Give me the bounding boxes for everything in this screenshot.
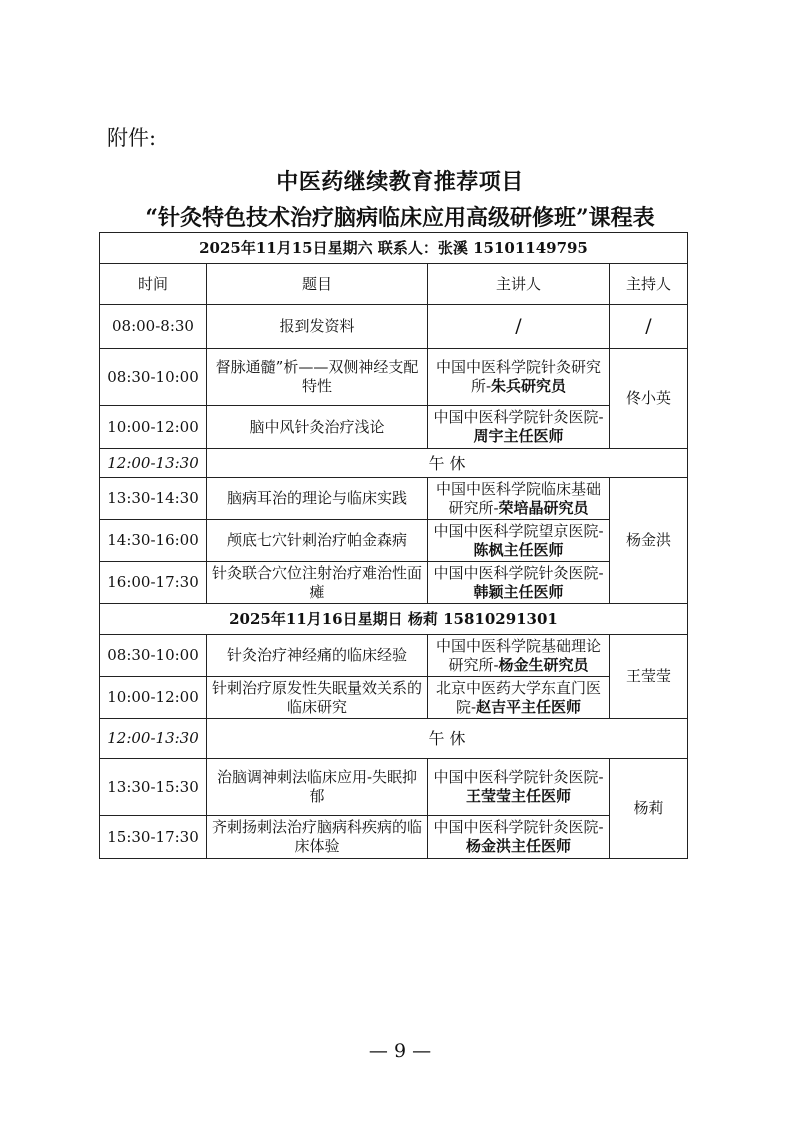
speaker-affiliation: 中国中医科学院针灸研究所-: [435, 358, 601, 395]
host-cell: /: [610, 305, 688, 349]
table-row: [100, 635, 688, 677]
topic-cell: 针灸治疗神经痛的临床经验: [207, 635, 428, 677]
host-cell: 杨金洪: [610, 478, 688, 604]
table-row: [100, 305, 688, 349]
speaker-affiliation: 中国中医科学院针灸医院-: [433, 563, 604, 582]
day1-header: 2025年11月15日星期六 联系人：张溪 15101149795: [100, 233, 688, 264]
table-row: [100, 677, 688, 719]
col-header-time: 时间: [100, 264, 207, 305]
day2-header: 2025年11月16日星期日 杨莉 15810291301: [100, 604, 688, 635]
speaker-name: 赵吉平主任医师: [476, 697, 582, 716]
time-cell: 08:30-10:00: [100, 349, 207, 406]
speaker-name: 周宇主任医师: [473, 427, 564, 445]
time-cell: 15:30-17:30: [100, 816, 207, 859]
table-row: [100, 816, 688, 859]
time-cell: 10:00-12:00: [100, 677, 207, 719]
speaker-cell: [428, 349, 610, 406]
break-label: 午 休: [207, 719, 688, 759]
host-cell: 佟小英: [610, 349, 688, 449]
topic-cell: 颅底七穴针刺治疗帕金森病: [207, 520, 428, 562]
speaker-cell: [428, 478, 610, 520]
time-cell: 16:00-17:30: [100, 562, 207, 604]
speaker-affiliation: 中国中医科学院临床基础研究所-: [435, 479, 601, 517]
break-label: 午 休: [207, 449, 688, 478]
speaker-cell: [428, 406, 610, 449]
topic-cell: 报到发资料: [207, 305, 428, 349]
speaker-affiliation: 中国中医科学院针灸医院-: [433, 818, 604, 836]
time-cell: 10:00-12:00: [100, 406, 207, 449]
day-header-row: [100, 233, 688, 264]
speaker-cell: [428, 759, 610, 816]
speaker-name: 韩颖主任医师: [473, 582, 564, 601]
table-row: [100, 562, 688, 604]
time-cell: 13:30-15:30: [100, 759, 207, 816]
speaker-cell: /: [428, 305, 610, 349]
speaker-name: 杨金洪主任医师: [465, 837, 571, 855]
course-title: “针灸特色技术治疗脑病临床应用高级研修班”课程表: [145, 205, 655, 231]
time-cell: 12:00-13:30: [100, 449, 207, 478]
time-cell: 08:00-8:30: [100, 305, 207, 349]
speaker-affiliation: 中国中医科学院针灸医院-: [433, 408, 604, 426]
speaker-name: 陈枫主任医师: [473, 540, 564, 559]
speaker-cell: [428, 520, 610, 562]
table-row: [100, 520, 688, 562]
schedule-table: [99, 232, 688, 859]
table-row: [100, 349, 688, 406]
attachment-label: 附件:: [107, 126, 157, 150]
speaker-cell: [428, 635, 610, 677]
time-cell: 13:30-14:30: [100, 478, 207, 520]
day-header-row: [100, 604, 688, 635]
speaker-affiliation: 中国中医科学院针灸医院-: [433, 768, 604, 786]
topic-cell: 脑中风针灸治疗浅论: [207, 406, 428, 449]
column-header-row: [100, 264, 688, 305]
speaker-affiliation: 北京中医药大学东直门医院-: [435, 678, 601, 716]
col-header-speaker: 主讲人: [428, 264, 610, 305]
host-cell: 杨莉: [610, 759, 688, 859]
table-row: [100, 406, 688, 449]
speaker-name: 王莹莹主任医师: [465, 787, 571, 805]
speaker-cell: [428, 562, 610, 604]
speaker-affiliation: 中国中医科学院望京医院-: [433, 521, 604, 540]
topic-cell: 针刺治疗原发性失眠量效关系的临床研究: [207, 677, 428, 719]
table-row: [100, 478, 688, 520]
host-cell: 王莹莹: [610, 635, 688, 719]
speaker-name: 朱兵研究员: [491, 377, 567, 395]
topic-cell: 齐刺扬刺法治疗脑病科疾病的临床体验: [207, 816, 428, 859]
speaker-cell: [428, 816, 610, 859]
col-header-topic: 题目: [207, 264, 428, 305]
document-title: 中医药继续教育推荐项目: [276, 169, 524, 195]
speaker-name: 杨金生研究员: [498, 655, 589, 674]
speaker-name: 荣培晶研究员: [498, 498, 589, 517]
table-row: [100, 759, 688, 816]
speaker-cell: [428, 677, 610, 719]
col-header-host: 主持人: [610, 264, 688, 305]
time-cell: 14:30-16:00: [100, 520, 207, 562]
time-cell: 12:00-13:30: [100, 719, 207, 759]
break-row: [100, 719, 688, 759]
speaker-affiliation: 中国中医科学院基础理论研究所-: [435, 636, 601, 674]
topic-cell: 治脑调神刺法临床应用-失眠抑郁: [207, 759, 428, 816]
time-cell: 08:30-10:00: [100, 635, 207, 677]
topic-cell: 针灸联合穴位注射治疗难治性面瘫: [207, 562, 428, 604]
topic-cell: 脑病耳治的理论与临床实践: [207, 478, 428, 520]
topic-cell: 督脉通髓”析——双侧神经支配特性: [207, 349, 428, 406]
break-row: [100, 449, 688, 478]
page-number: — 9 —: [368, 1040, 432, 1062]
